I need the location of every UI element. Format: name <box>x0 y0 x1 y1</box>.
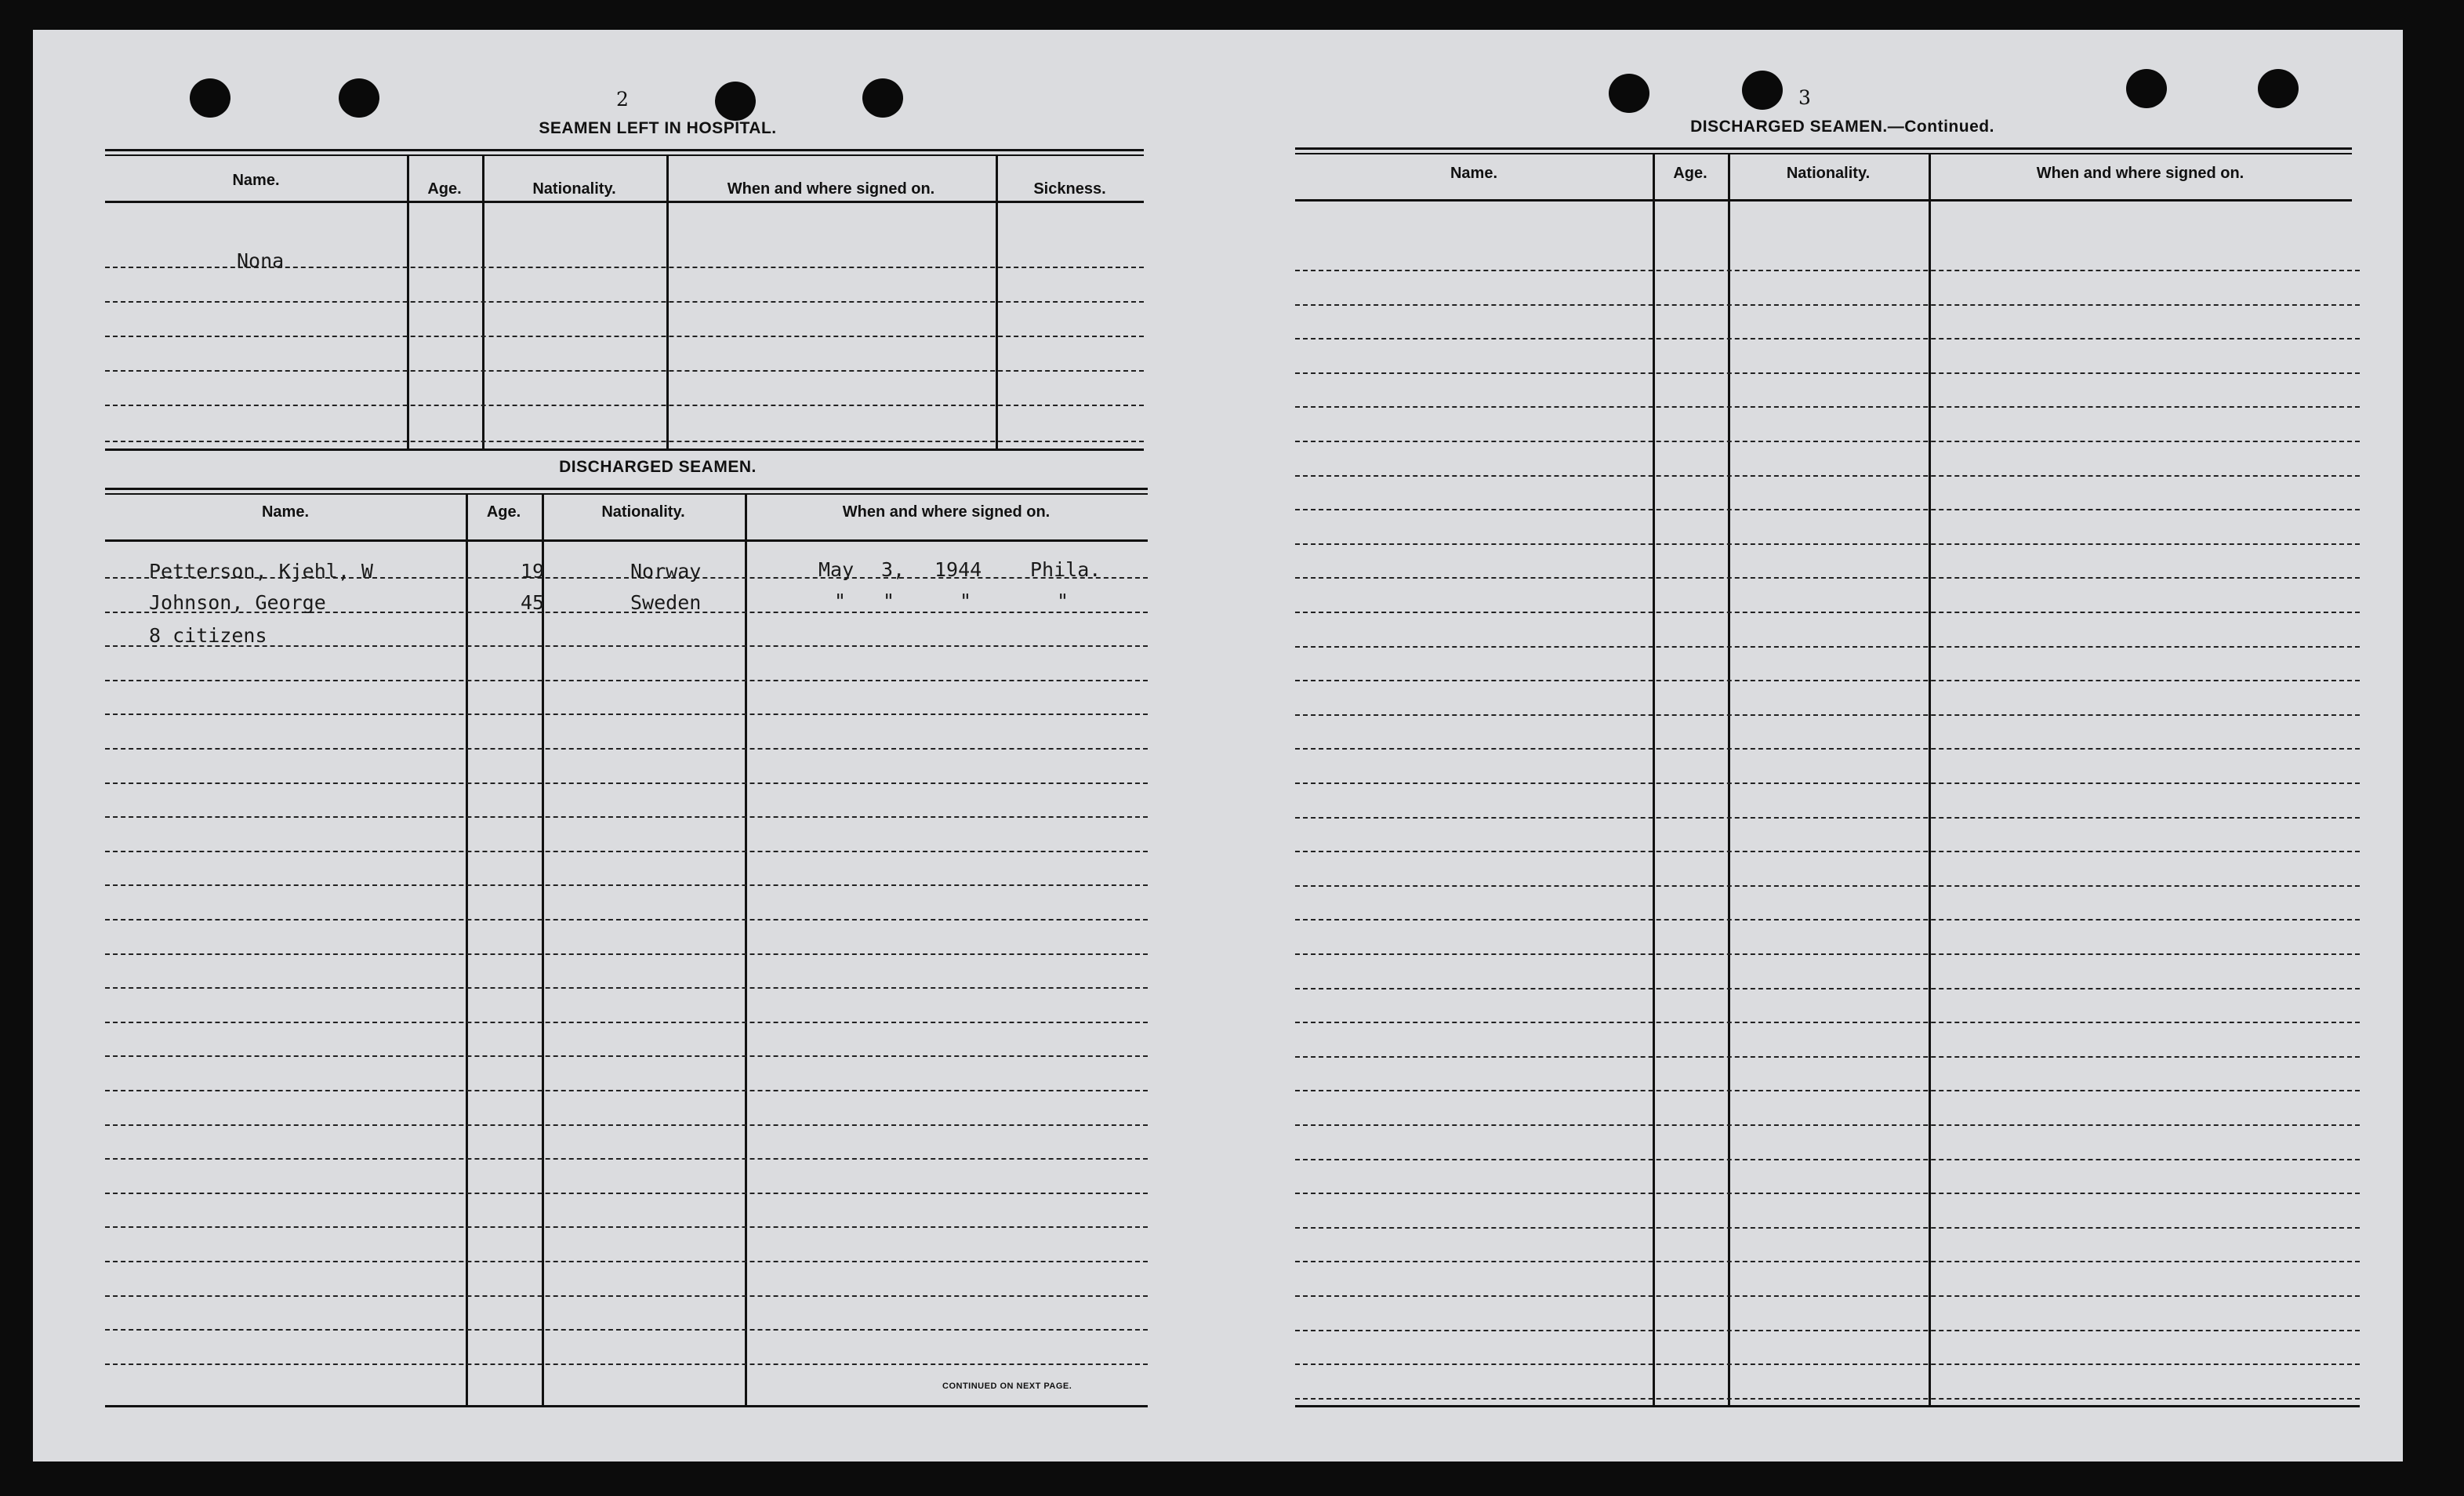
discharged-row-2-month: " <box>834 590 847 612</box>
hospital-table: Name. Age. Nationality. When and where signed on. Sickness. Nona <box>105 149 1144 453</box>
ruled-line <box>1295 270 2360 271</box>
hospital-header-age: Age. <box>427 180 462 198</box>
punch-hole <box>190 78 230 118</box>
ruled-line <box>1295 475 2360 477</box>
hospital-header-when-where: When and where signed on. <box>727 180 935 198</box>
discharged-row-1-day: 3, <box>881 558 905 581</box>
ruled-line <box>1295 406 2360 408</box>
ruled-line <box>1295 1398 2360 1400</box>
ruled-line <box>105 1124 1148 1126</box>
ruled-line <box>105 1158 1148 1160</box>
ruled-line <box>1295 714 2360 716</box>
hospital-section-title: SEAMEN LEFT IN HOSPITAL. <box>539 119 777 137</box>
discharged-continued-title: DISCHARGED SEAMEN.—Continued. <box>1690 118 1994 136</box>
discharged-row-1-month: May <box>818 558 855 581</box>
discharged-row-2-year: " <box>960 590 972 612</box>
ruled-line <box>1295 372 2360 374</box>
hospital-header-sickness: Sickness. <box>1033 180 1106 198</box>
ruled-line <box>1295 953 2360 955</box>
ruled-line <box>1295 304 2360 306</box>
ruled-line <box>1295 338 2360 340</box>
ruled-line <box>1295 577 2360 579</box>
ruled-line <box>105 1226 1148 1228</box>
ruled-line <box>105 1363 1148 1365</box>
ruled-line <box>1295 885 2360 887</box>
continued-header-age: Age. <box>1673 165 1707 182</box>
punch-hole <box>1742 71 1783 110</box>
ruled-line <box>1295 1295 2360 1297</box>
ruled-line <box>1295 509 2360 510</box>
ruled-line <box>105 1055 1148 1057</box>
discharged-row-1-age: 19 <box>521 560 545 583</box>
discharged-section-title: DISCHARGED SEAMEN. <box>559 458 757 476</box>
ruled-line <box>105 884 1148 886</box>
ruled-line <box>1295 1193 2360 1194</box>
ruled-line <box>105 1329 1148 1331</box>
ruled-line <box>1295 1330 2360 1331</box>
ruled-line <box>105 782 1148 784</box>
ruled-line <box>1295 1056 2360 1058</box>
ruled-line <box>105 1295 1148 1297</box>
right-page-number: 3 <box>1798 86 1811 109</box>
punch-hole <box>1609 74 1649 113</box>
ruled-line <box>105 953 1148 955</box>
ruled-line <box>1295 1022 2360 1023</box>
continued-header-when-where: When and where signed on. <box>2036 165 2244 182</box>
punch-hole <box>862 78 903 118</box>
ruled-line <box>1295 441 2360 442</box>
ruled-line <box>105 1193 1148 1194</box>
ruled-line <box>1295 1159 2360 1160</box>
discharged-continued-table <box>1295 147 2360 1410</box>
ruled-line <box>1295 680 2360 681</box>
ruled-line <box>1295 817 2360 819</box>
discharged-row-2-name: Johnson, George <box>149 591 326 614</box>
discharged-row-2-nationality: Sweden <box>630 591 702 614</box>
hospital-row-name: Nona <box>237 249 285 272</box>
ruled-line <box>1295 988 2360 989</box>
punch-hole <box>715 82 756 121</box>
ruled-line <box>1295 1261 2360 1262</box>
discharged-row-2-age: 45 <box>521 591 545 614</box>
ruled-line <box>1295 612 2360 613</box>
discharged-header-name: Name. <box>261 503 310 521</box>
continued-header-name: Name. <box>1450 165 1498 182</box>
ruled-line <box>105 714 1148 715</box>
ruled-line <box>105 1090 1148 1091</box>
discharged-header-when-where: When and where signed on. <box>842 503 1051 521</box>
ruled-line <box>105 680 1148 681</box>
ruled-line <box>105 851 1148 852</box>
discharged-row-1-place: Phila. <box>1030 558 1101 581</box>
hospital-header-nationality: Nationality. <box>532 180 616 198</box>
ruled-line <box>1295 1227 2360 1229</box>
discharged-table <box>105 456 1148 1409</box>
ruled-line <box>1295 851 2360 852</box>
ruled-line <box>1295 1363 2360 1365</box>
punch-hole <box>2126 69 2167 108</box>
ruled-line <box>1295 646 2360 648</box>
discharged-row-1-name: Petterson, Kjehl, W <box>149 560 373 583</box>
discharged-row-2-day: " <box>883 590 895 612</box>
ruled-line <box>1295 919 2360 920</box>
punch-hole <box>339 78 379 118</box>
ruled-line <box>1295 782 2360 784</box>
discharged-row-1-nationality: Norway <box>630 560 702 583</box>
discharged-header-age: Age. <box>486 503 521 521</box>
continued-header-nationality: Nationality. <box>1786 165 1871 182</box>
ruled-line <box>105 748 1148 750</box>
ruled-line <box>1295 1124 2360 1126</box>
discharged-header-nationality: Nationality. <box>601 503 685 521</box>
discharged-row-2-place: " <box>1057 590 1069 612</box>
ruled-line <box>105 987 1148 989</box>
discharged-row-1-year: 1944 <box>934 558 982 581</box>
document-sheet <box>33 30 2403 1462</box>
discharged-row-3-name: 8 citizens <box>149 624 267 647</box>
continued-footnote: CONTINUED ON NEXT PAGE. <box>942 1382 1072 1391</box>
ruled-line <box>1295 748 2360 750</box>
ruled-line <box>1295 543 2360 545</box>
ruled-line <box>105 1261 1148 1262</box>
ruled-line <box>105 919 1148 920</box>
ruled-line <box>1295 1090 2360 1091</box>
left-page-number: 2 <box>616 88 629 111</box>
ruled-line <box>105 1022 1148 1023</box>
ruled-line <box>105 816 1148 818</box>
punch-hole <box>2258 69 2299 108</box>
